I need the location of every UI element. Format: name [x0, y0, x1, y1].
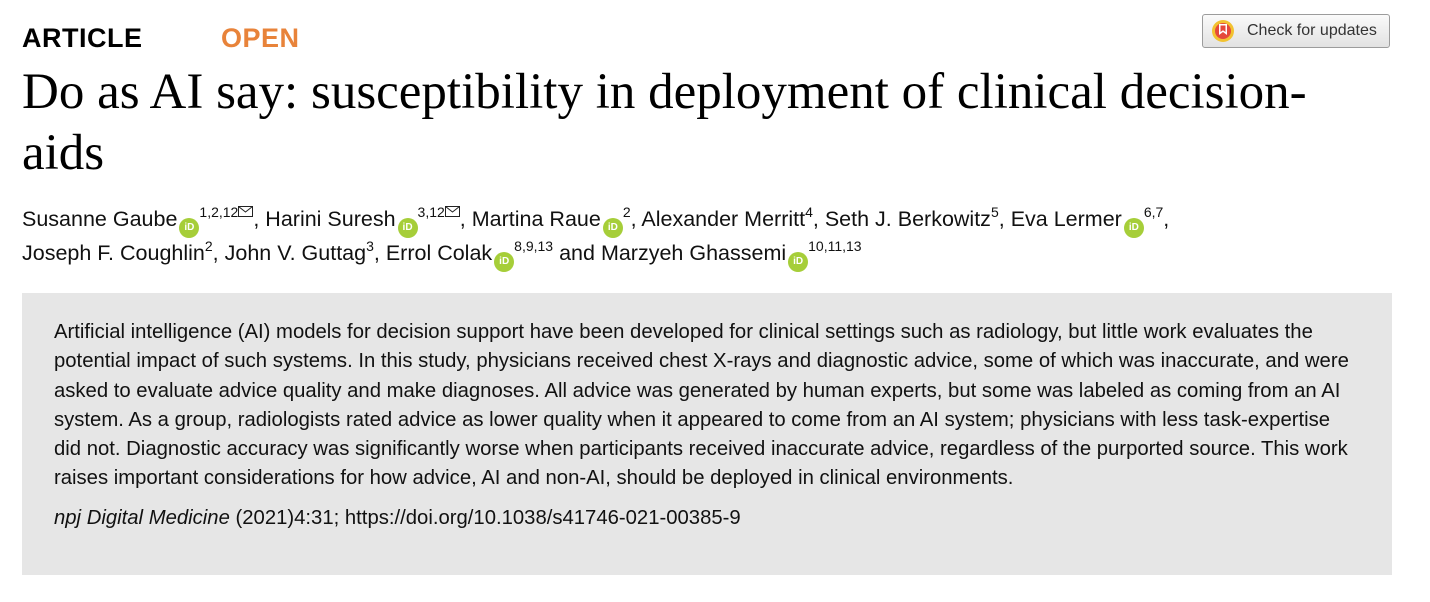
affiliation-superscript: 6,7	[1143, 204, 1164, 220]
author	[265, 204, 460, 233]
author	[600, 238, 862, 267]
orcid-icon[interactable]: iD	[494, 252, 514, 272]
orcid-icon[interactable]: iD	[398, 218, 418, 238]
affiliation-superscript: 5	[990, 204, 999, 220]
author-separator: ,	[812, 207, 825, 231]
author-separator: ,	[998, 207, 1011, 231]
affiliation-superscript: 4	[805, 204, 813, 220]
doi-link[interactable]: https://doi.org/10.1038/s41746-021-00385-9	[344, 506, 741, 529]
check-for-updates-button[interactable]	[1202, 14, 1390, 48]
affiliation-superscript: 2	[622, 204, 631, 220]
author	[22, 204, 253, 233]
author-name[interactable]: Eva Lermer	[1010, 207, 1122, 231]
author-name[interactable]: Seth J. Berkowitz	[824, 207, 991, 231]
affiliation-superscript: 3,12	[417, 204, 445, 220]
author-separator: ,	[459, 207, 472, 231]
article-type-label: ARTICLE	[22, 23, 143, 53]
author-name[interactable]: Marzyeh Ghassemi	[600, 241, 787, 265]
email-icon[interactable]	[445, 206, 460, 217]
author	[224, 238, 374, 265]
author-separator: ,	[1163, 207, 1170, 231]
author-name[interactable]: Errol Colak	[385, 241, 493, 265]
affiliation-superscript: 8,9,13	[514, 238, 554, 254]
affiliation-superscript: 1,2,12	[199, 204, 239, 220]
author-name[interactable]: Joseph F. Coughlin	[22, 241, 205, 265]
orcid-icon[interactable]: iD	[179, 218, 199, 238]
author	[385, 238, 554, 267]
article-title: Do as AI say: susceptibility in deployment of clinical decision-aids	[22, 64, 1307, 181]
author-name[interactable]: John V. Guttag	[224, 241, 367, 265]
citation-details: (2021)4:31	[235, 506, 334, 529]
open-access-label: OPEN	[221, 23, 300, 53]
author	[1010, 204, 1164, 233]
affiliation-superscript: 3	[366, 238, 374, 254]
orcid-icon[interactable]: iD	[603, 218, 623, 238]
author-name[interactable]: Alexander Merritt	[641, 207, 806, 231]
author-separator: ,	[630, 207, 642, 231]
citation-separator: ;	[333, 506, 345, 529]
check-for-updates-label: Check for updates	[1247, 22, 1377, 39]
author-name[interactable]: Susanne Gaube	[22, 207, 178, 231]
author-name[interactable]: Harini Suresh	[265, 207, 396, 231]
author	[22, 238, 213, 265]
orcid-icon[interactable]: iD	[1124, 218, 1144, 238]
author-name[interactable]: Martina Raue	[471, 207, 601, 231]
abstract-text: Artificial intelligence (AI) models for decision support have been developed for clinical settings such as radiology, but little work evaluates the potential impact of such systems. In this study, physicians received chest X-rays and diagnostic advice, some of which was inaccurate, and were asked to evaluate advice quality and make diagnoses. All advice was generated by human experts, but some was labeled as coming from an AI system. As a group, radiologists rated advice as lower quality when it appeared to come from an AI system; physicians with less task-expertise did not. Diagnostic accuracy was significantly worse when participants received inaccurate advice, regardless of the purported source. This work raises important considerations for how advice, AI and non-AI, should be deployed in clinical environments.	[54, 321, 1349, 490]
affiliation-superscript: 10,11,13	[808, 238, 862, 254]
author	[824, 204, 999, 231]
author-separator: ,	[373, 241, 386, 265]
author-separator: ,	[253, 207, 266, 231]
email-icon[interactable]	[238, 206, 253, 217]
author-separator: ,	[212, 241, 225, 265]
check-for-updates-icon	[1211, 19, 1235, 43]
author	[641, 204, 813, 231]
author	[471, 204, 631, 233]
citation	[54, 507, 1360, 530]
orcid-icon[interactable]: iD	[788, 252, 808, 272]
journal-name: npj Digital Medicine	[54, 506, 230, 529]
author-list	[22, 204, 1402, 272]
author-separator: and	[553, 241, 601, 265]
affiliation-superscript: 2	[204, 238, 213, 254]
abstract-box	[22, 293, 1392, 575]
